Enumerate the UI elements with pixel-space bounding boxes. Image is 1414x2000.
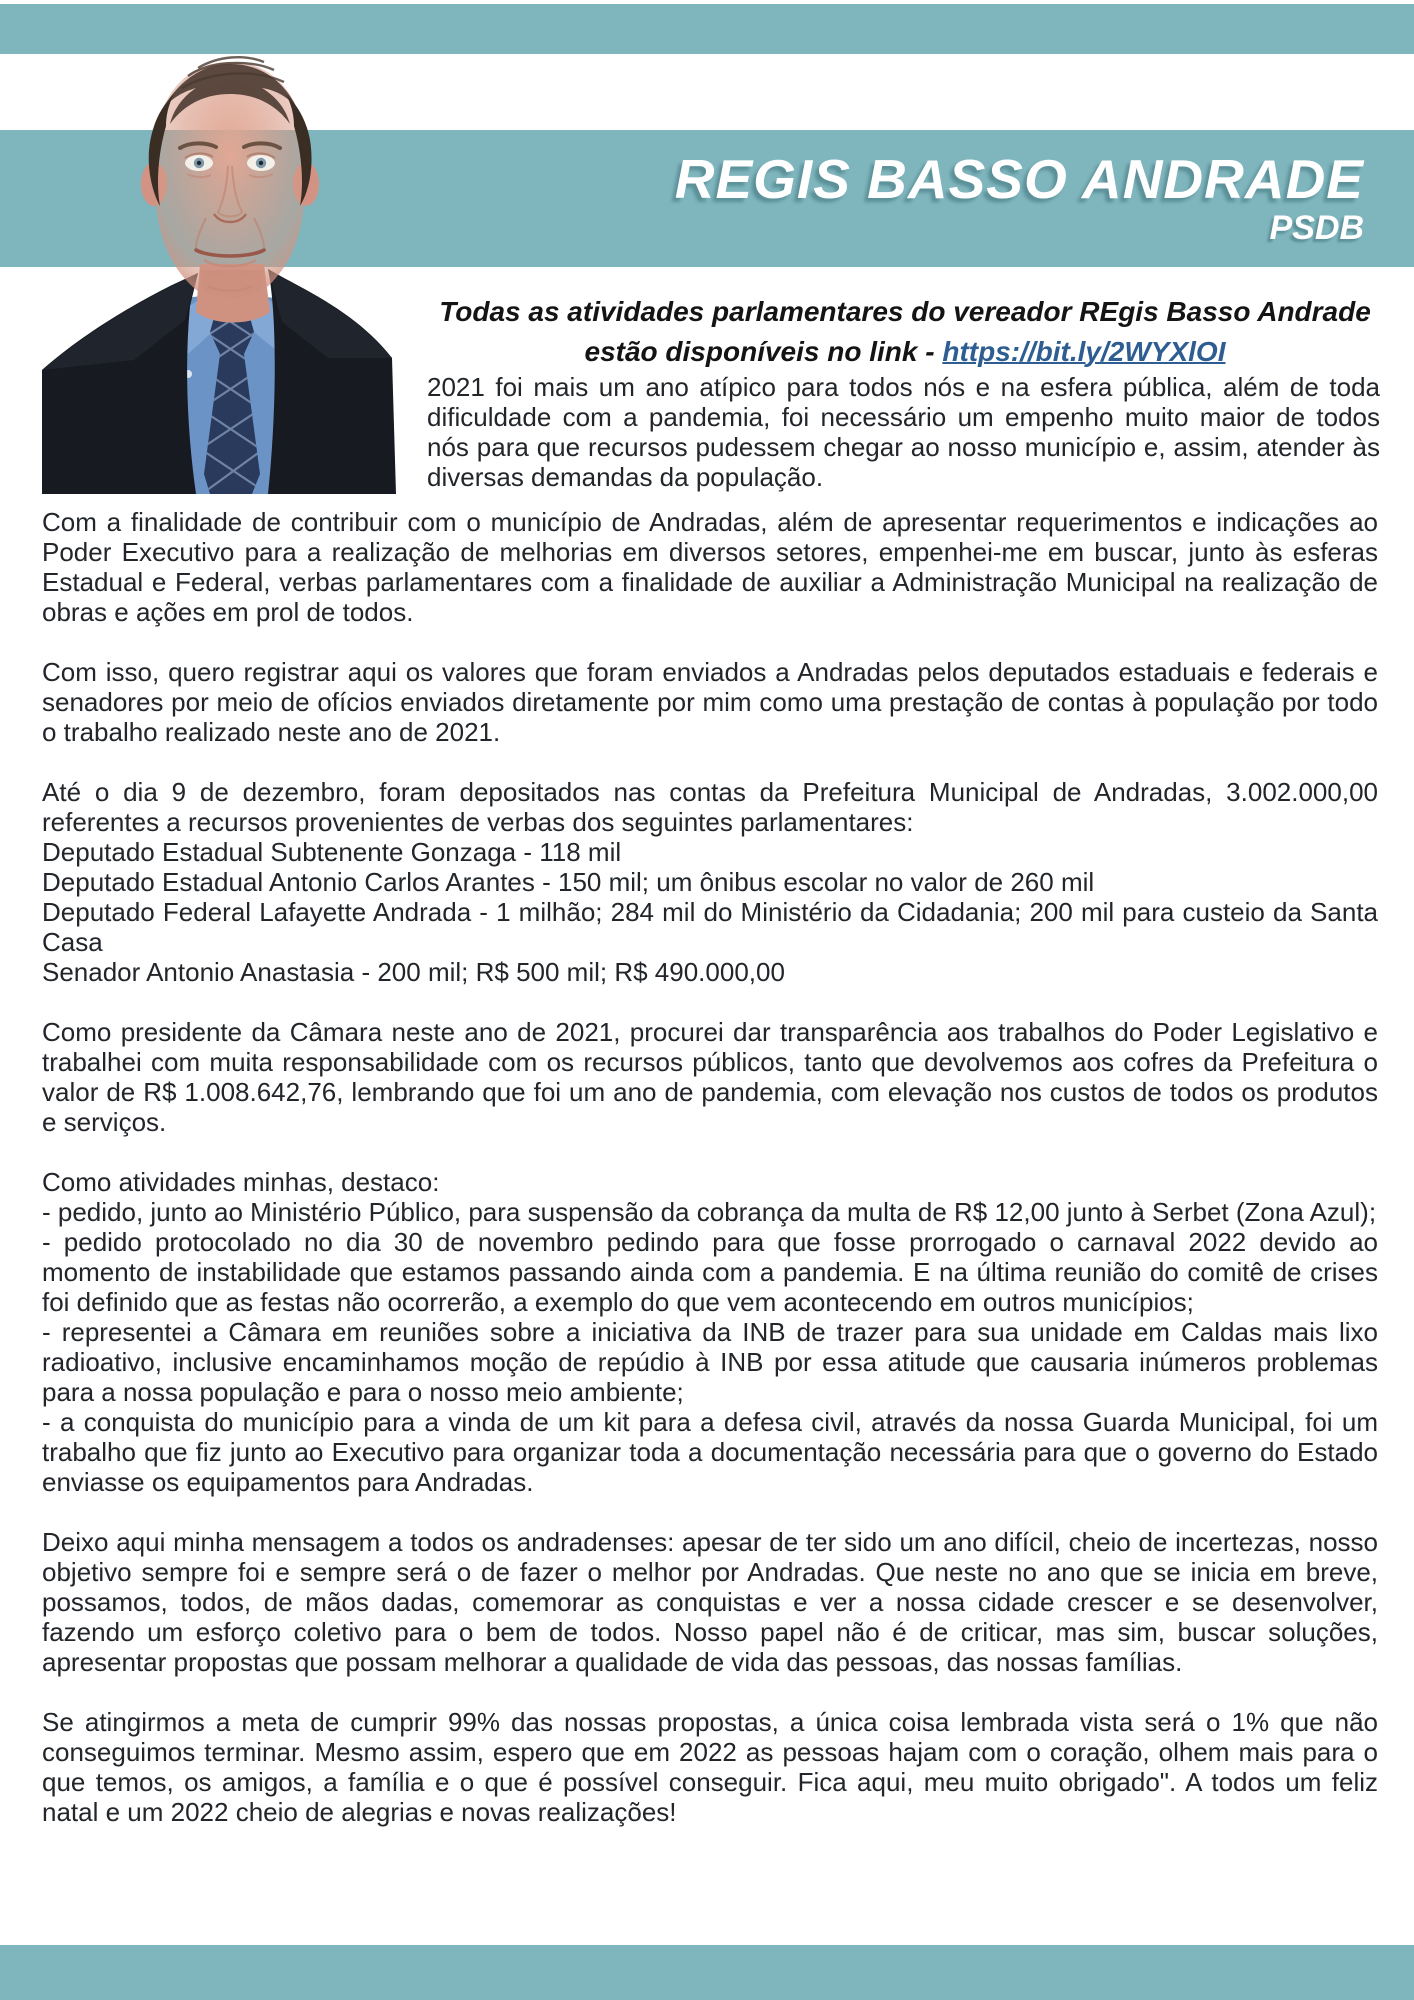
lead-paragraph: 2021 foi mais um ano atípico para todos nós e na esfera pública, além de toda dificuldade com a pandemia, foi necessário um empenho muito maior de todos nós para que recursos pudessem chegar ao nosso município e, assim, atender às diversas demandas da população. — [427, 372, 1380, 492]
activity-item: - pedido protocolado no dia 30 de novembro pedindo para que fosse prorrogado o carnaval 2022 devido ao momento de instabilidade que estamos passando ainda com a pandemia. E na última reunião do comitê de crises foi definido que as festas não ocorrerão, a exemplo do que vem acontecendo em outros municípios; — [42, 1227, 1378, 1317]
activity-item: - a conquista do município para a vinda de um kit para a defesa civil, através da nossa Guarda Municipal, foi um trabalho que fiz junto ao Executivo para organizar toda a documentação necessária para que o governo do Estado enviasse os equipamentos para Andradas. — [42, 1407, 1378, 1497]
intro-heading-link-prefix: estão disponíveis no link - — [584, 336, 943, 367]
activity-item: - pedido, junto ao Ministério Público, para suspensão da cobrança da multa de R$ 12,00 junto à Serbet (Zona Azul); — [42, 1197, 1377, 1227]
intro-heading-line2 — [430, 332, 1380, 372]
paragraph-goal: Se atingirmos a meta de cumprir 99% das nossas propostas, a única coisa lembrada vista será o 1% que não conseguimos terminar. Mesmo assim, espero que em 2022 as pessoas hajam com o coração, olhem mais para o que temos, os amigos, a família e o que é possível conseguir. Fica aqui, meu muito obrigado". A todos um feliz natal e um 2022 cheio de alegrias e novas realizações! — [42, 1707, 1378, 1827]
deposit-item: Deputado Federal Lafayette Andrada - 1 milhão; 284 mil do Ministério da Cidadania; 200 mil para custeio da Santa Casa — [42, 897, 1378, 957]
body-text — [42, 507, 1378, 1857]
party-label: PSDB — [1269, 208, 1364, 247]
activities-intro: Como atividades minhas, destaco: — [42, 1167, 440, 1197]
paragraph-register: Com isso, quero registrar aqui os valores que foram enviados a Andradas pelos deputados estaduais e federais e senadores por meio de ofícios enviados diretamente por mim como uma prestação de contas à população por todo o trabalho realizado neste ano de 2021. — [42, 657, 1378, 747]
page-title: REGIS BASSO ANDRADE — [674, 147, 1364, 210]
deposit-item: Senador Antonio Anastasia - 200 mil; R$ 500 mil; R$ 490.000,00 — [42, 957, 785, 987]
banner — [675, 130, 1364, 267]
deposits-block — [42, 777, 1378, 987]
deposits-intro: Até o dia 9 de dezembro, foram depositados nas contas da Prefeitura Municipal de Andradas, 3.002.000,00 referentes a recursos provenientes de verbas dos seguintes parlamentares: — [42, 777, 1378, 837]
intro-heading — [430, 292, 1380, 372]
deposit-item: Deputado Estadual Antonio Carlos Arantes - 150 mil; um ônibus escolar no valor de 260 mil — [42, 867, 1095, 897]
paragraph-contribute: Com a finalidade de contribuir com o município de Andradas, além de apresentar requerimentos e indicações ao Poder Executivo para a realização de melhorias em diversos setores, empenhei-me em buscar, junto às esferas Estadual e Federal, verbas parlamentares com a finalidade de auxiliar a Administração Municipal na realização de obras e ações em prol de todos. — [42, 507, 1378, 627]
portrait-photo — [38, 54, 400, 494]
footer-teal-band — [0, 1945, 1414, 2000]
activities-block — [42, 1167, 1378, 1497]
bitly-link[interactable]: https://bit.ly/2WYXlOI — [942, 336, 1226, 367]
deposit-item: Deputado Estadual Subtenente Gonzaga - 118 mil — [42, 837, 622, 867]
top-teal-stripe — [0, 4, 1414, 54]
activity-item: - representei a Câmara em reuniões sobre a iniciativa da INB de trazer para sua unidade em Caldas mais lixo radioativo, inclusive encaminhamos moção de repúdio à INB por essa atitude que causaria inúmeros problemas para a nossa população e para o nosso meio ambiente; — [42, 1317, 1378, 1407]
paragraph-message: Deixo aqui minha mensagem a todos os andradenses: apesar de ter sido um ano difícil, cheio de incertezas, nosso objetivo sempre foi e sempre será o de fazer o melhor por Andradas. Que neste no ano que se inicia em breve, possamos, todos, de mãos dadas, comemorar as conquistas e ver a nossa cidade crescer e se desenvolver, fazendo um esforço coletivo para o bem de todos. Nosso papel não é de criticar, mas sim, buscar soluções, apresentar propostas que possam melhorar a qualidade de vida das pessoas, das nossas famílias. — [42, 1527, 1378, 1677]
intro-heading-line1: Todas as atividades parlamentares do vereador REgis Basso Andrade — [439, 296, 1371, 327]
paragraph-transparency: Como presidente da Câmara neste ano de 2021, procurei dar transparência aos trabalhos do Poder Legislativo e trabalhei com muita responsabilidade com os recursos públicos, tanto que devolvemos aos cofres da Prefeitura o valor de R$ 1.008.642,76, lembrando que foi um ano de pandemia, com elevação nos custos de todos os produtos e serviços. — [42, 1017, 1378, 1137]
